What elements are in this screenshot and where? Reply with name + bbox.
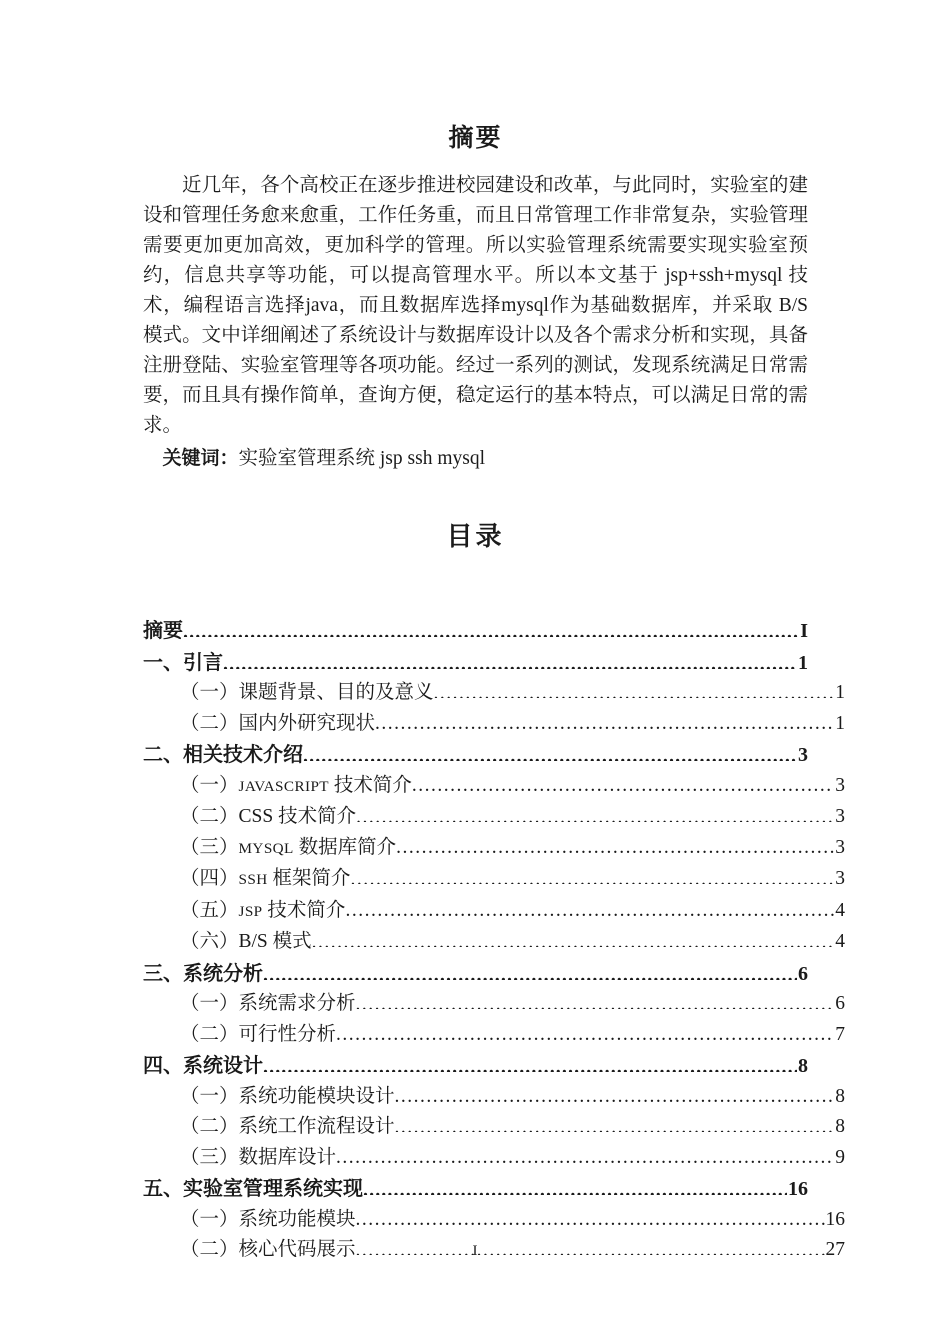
toc-page-number: 7 xyxy=(835,1023,845,1045)
toc-leader-dots xyxy=(336,1020,834,1040)
toc-entry[interactable] xyxy=(143,1082,845,1113)
toc-entry[interactable] xyxy=(143,1143,845,1174)
toc-entry[interactable] xyxy=(143,989,845,1020)
toc-entry[interactable] xyxy=(143,1112,845,1143)
toc-page-number: 3 xyxy=(835,806,845,828)
toc-entry-label: 五、实验室管理系统实现 xyxy=(143,1176,363,1201)
toc-entry[interactable] xyxy=(143,615,808,647)
keywords-label: 关键词： xyxy=(162,447,239,469)
abstract-section xyxy=(143,0,808,474)
abstract-body-text: 近几年，各个高校正在逐步推进校园建设和改革，与此同时，实验室的建设和管理任务愈来愈重，工作任务重，而且日常管理工作非常复杂，实验管理需要更加更加高效，更加科学的管理。所以实验管理系统需要实现实验室预约，信息共享等功能，可以提高管理水平。所以本文基于 jsp+ssh+mysql 技术，编程语言选择java，而且数据库选择mysql作为基础数据库，并采取 B/S 模式。文中详细阐述了系统设计与数据库设计以及各个需求分析和实现，具备注册登陆、实验室管理等各项功能。经过一系列的测试，发现系统满足日常需要，而且具有操作简单，查询方便，稳定运行的基本特点，可以满足日常的需求。 xyxy=(143,175,808,436)
toc-entry[interactable] xyxy=(143,1173,808,1205)
toc-entry[interactable] xyxy=(143,1050,808,1082)
toc-list xyxy=(143,615,845,1266)
toc-entry-label: （一）JAVASCRIPT 技术简介 xyxy=(180,774,412,796)
toc-page-number: 3 xyxy=(835,836,845,858)
toc-entry-label: （四）SSH 框架简介 xyxy=(180,868,351,890)
page-number: I xyxy=(472,1243,478,1259)
toc-leader-dots xyxy=(395,1113,835,1133)
toc-page-number: 8 xyxy=(835,1085,845,1107)
toc-entry[interactable] xyxy=(143,1205,845,1236)
toc-leader-dots xyxy=(375,709,834,729)
toc-leader-dots xyxy=(356,990,835,1010)
toc-entry-label: （二）核心代码展示 xyxy=(180,1239,356,1261)
toc-acronym: JAVASCRIPT xyxy=(238,777,329,795)
toc-page-number: 27 xyxy=(825,1239,845,1261)
toc-leader-dots xyxy=(434,679,835,699)
toc-entry-label: 二、相关技术介绍 xyxy=(143,742,303,767)
toc-leader-dots xyxy=(263,960,797,980)
toc-entry-label: （六）B/S 模式 xyxy=(180,931,312,953)
toc-leader-dots xyxy=(412,771,834,791)
toc-acronym: JSP xyxy=(238,902,263,920)
toc-entry-label: （二）系统工作流程设计 xyxy=(180,1116,395,1138)
toc-entry-label: （二）可行性分析 xyxy=(180,1023,337,1045)
toc-acronym: MYSQL xyxy=(238,839,294,857)
toc-entry[interactable] xyxy=(143,771,845,803)
toc-entry-label: （二）国内外研究现状 xyxy=(180,712,376,734)
toc-entry-label: （三）数据库设计 xyxy=(180,1146,337,1168)
toc-leader-dots xyxy=(356,1205,825,1225)
toc-entry-label: 摘要 xyxy=(143,618,183,643)
toc-page-number: 9 xyxy=(835,1146,845,1168)
toc-leader-dots xyxy=(223,649,797,669)
toc-entry[interactable] xyxy=(143,1020,845,1051)
toc-leader-dots xyxy=(263,1052,797,1072)
keywords-line xyxy=(143,443,808,474)
keywords-value: 实验室管理系统 jsp ssh mysql xyxy=(238,448,485,469)
toc-page-number: I xyxy=(800,620,808,643)
toc-page-number: 1 xyxy=(798,651,808,674)
toc-entry[interactable] xyxy=(143,739,808,771)
toc-entry-label: 三、系统分析 xyxy=(143,960,263,985)
toc-page-number: 6 xyxy=(835,993,845,1015)
toc-page-number: 1 xyxy=(835,682,845,704)
toc-leader-dots xyxy=(356,803,834,823)
toc-page-number: 8 xyxy=(835,1116,845,1138)
toc-entry-label: （一）课题背景、目的及意义 xyxy=(180,682,434,704)
abstract-heading: 摘要 xyxy=(448,123,503,152)
toc-page-number: 16 xyxy=(825,1208,845,1230)
toc-acronym: SSH xyxy=(238,871,268,889)
toc-entry-label: （二）CSS 技术简介 xyxy=(180,806,357,828)
toc-entry[interactable] xyxy=(143,647,808,679)
toc-leader-dots xyxy=(395,1082,835,1102)
toc-leader-dots xyxy=(303,741,797,761)
toc-entry-label: （三）MYSQL 数据库简介 xyxy=(180,836,397,858)
toc-page-number: 8 xyxy=(798,1055,808,1078)
toc-entry-label: （一）系统功能模块 xyxy=(180,1208,356,1230)
toc-entry[interactable] xyxy=(143,896,845,928)
page-content-column xyxy=(143,0,845,1266)
toc-page-number: 4 xyxy=(835,931,845,953)
toc-page-number: 3 xyxy=(798,744,808,767)
toc-entry[interactable] xyxy=(143,678,845,709)
toc-entry[interactable] xyxy=(143,958,808,990)
toc-entry[interactable] xyxy=(143,709,845,740)
toc-leader-dots xyxy=(351,865,835,885)
toc-entry-label: （一）系统功能模块设计 xyxy=(180,1085,395,1107)
table-of-contents-section xyxy=(143,474,845,1266)
toc-entry-label: （一）系统需求分析 xyxy=(180,993,356,1015)
toc-page-number: 4 xyxy=(835,899,845,921)
toc-leader-dots xyxy=(345,896,834,916)
toc-heading: 目录 xyxy=(446,522,505,552)
toc-leader-dots xyxy=(363,1175,787,1195)
toc-page-number: 1 xyxy=(835,712,845,734)
toc-page-number: 6 xyxy=(798,962,808,985)
toc-entry-label: 一、引言 xyxy=(143,649,223,674)
toc-page-number: 3 xyxy=(835,868,845,890)
toc-entry[interactable] xyxy=(143,833,845,865)
toc-leader-dots xyxy=(312,928,835,948)
toc-page-number: 3 xyxy=(835,774,845,796)
toc-entry[interactable] xyxy=(143,802,845,833)
toc-entry[interactable] xyxy=(143,864,845,896)
toc-leader-dots xyxy=(396,833,834,853)
toc-leader-dots xyxy=(183,617,799,637)
toc-entry[interactable] xyxy=(143,927,845,958)
toc-leader-dots xyxy=(336,1143,834,1163)
toc-entry-label: （五）JSP 技术简介 xyxy=(180,899,346,921)
toc-page-number: 16 xyxy=(788,1178,808,1201)
toc-entry-label: 四、系统设计 xyxy=(143,1053,263,1078)
page-footer xyxy=(0,1243,950,1260)
